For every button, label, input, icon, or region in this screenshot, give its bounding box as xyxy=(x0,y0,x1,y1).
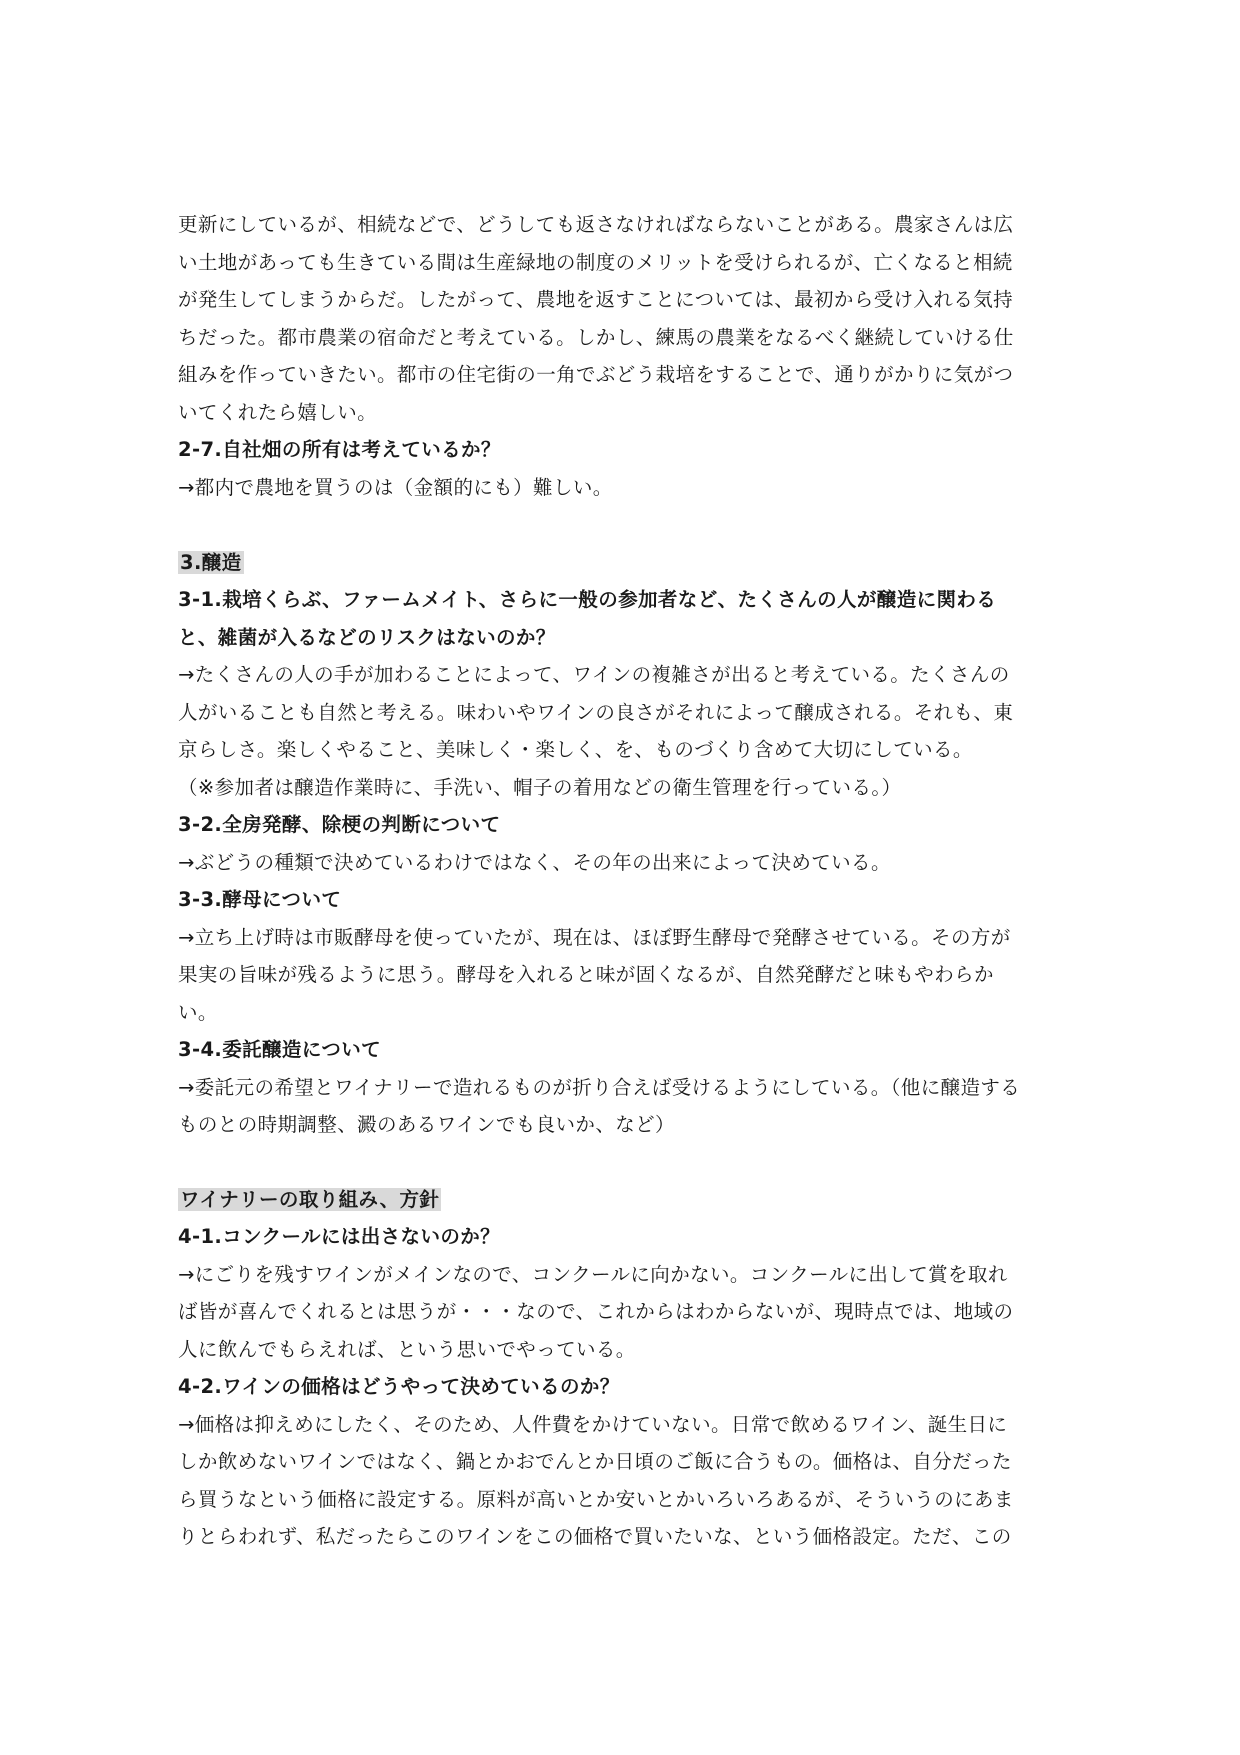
answer-text-line: ば皆が喜んでくれるとは思うが・・・なので、これからはわからないが、現時点では、地域の xyxy=(178,1300,1014,1323)
answer-text-line: →ぶどうの種類で決めているわけではなく、その年の出来によって決めている。 xyxy=(178,851,891,874)
question-heading: と、雑菌が入るなどのリスクはないのか？ xyxy=(178,626,556,649)
section-heading-brewing: 3.醸造 xyxy=(180,551,242,574)
question-heading: 4-2.ワインの価格はどうやって決めているのか？ xyxy=(178,1375,620,1398)
body-text-line: ちだった。都市農業の宿命だと考えている。しかし、練馬の農業をなるべく継続していける仕 xyxy=(178,326,1014,349)
answer-text-line: →価格は抑えめにしたく、そのため、人件費をかけていない。日常で飲めるワイン、誕生日に xyxy=(178,1413,1008,1436)
body-text-line: い土地があっても生きている間は生産緑地の制度のメリットを受けられるが、亡くなると相続 xyxy=(178,251,1013,274)
body-text-line: 更新にしているが、相続などで、どうしても返さなければならないことがある。農家さんは広 xyxy=(178,213,1014,236)
body-text-line: 組みを作っていきたい。都市の住宅街の一角でぶどう栽培をすることで、通りがかりに気がつ xyxy=(178,363,1014,386)
body-text-line: が発生してしまうからだ。したがって、農地を返すことについては、最初から受け入れる気持 xyxy=(178,288,1014,311)
answer-text-line: （※参加者は醸造作業時に、手洗い、帽子の着用などの衛生管理を行っている。） xyxy=(178,776,902,799)
answer-text-line: りとらわれず、私だったらこのワインをこの価格で買いたいな、という価格設定。ただ、この xyxy=(178,1525,1012,1548)
answer-text-line: ら買うなという価格に設定する。原料が高いとか安いとかいろいろあるが、そういうのにあま xyxy=(178,1488,1014,1511)
answer-text-line: →たくさんの人の手が加わることによって、ワインの複雑さが出ると考えている。たくさんの xyxy=(178,663,1010,686)
answer-text-line: しか飲めないワインではなく、鍋とかおでんとか日頃のご飯に合うもの。価格は、自分だった xyxy=(178,1450,1012,1473)
answer-text-line: →委託元の希望とワイナリーで造れるものが折り合えば受けるようにしている。（他に醸造する xyxy=(178,1076,1021,1099)
answer-text-line: い。 xyxy=(178,1001,218,1024)
question-heading: 2-7.自社畑の所有は考えているか？ xyxy=(178,438,501,461)
answer-text-line: 京らしさ。楽しくやること、美味しく・楽しく、を、ものづくり含めて大切にしている。 xyxy=(178,738,973,761)
question-heading: 3-3.酵母について xyxy=(178,888,342,911)
answer-text-line: 人に飲んでもらえれば、という思いでやっている。 xyxy=(178,1338,636,1361)
answer-text-line: →立ち上げ時は市販酵母を使っていたが、現在は、ほぼ野生酵母で発酵させている。その方が xyxy=(178,926,1011,949)
answer-text-line: →都内で農地を買うのは（金額的にも）難しい。 xyxy=(178,476,613,499)
question-heading: 3-2.全房発酵、除梗の判断について xyxy=(178,813,501,836)
question-heading: 4-1.コンクールには出さないのか？ xyxy=(178,1225,501,1248)
question-heading: 3-1.栽培くらぶ、ファームメイト、さらに一般の参加者など、たくさんの人が醸造に関わる xyxy=(178,588,997,611)
answer-text-line: 人がいることも自然と考える。味わいやワインの良さがそれによって醸成される。それも、東 xyxy=(178,701,1014,724)
question-heading: 3-4.委託醸造について xyxy=(178,1038,382,1061)
answer-text-line: →にごりを残すワインがメインなので、コンクールに向かない。コンクールに出して賞を取れ xyxy=(178,1263,1008,1286)
answer-text-line: 果実の旨味が残るように思う。酵母を入れると味が固くなるが、自然発酵だと味もやわらか xyxy=(178,963,994,986)
answer-text-line: ものとの時期調整、澱のあるワインでも良いか、など） xyxy=(178,1113,675,1136)
body-text-line: いてくれたら嬉しい。 xyxy=(178,401,378,424)
section-heading-winery-policy: ワイナリーの取り組み、方針 xyxy=(180,1188,440,1211)
